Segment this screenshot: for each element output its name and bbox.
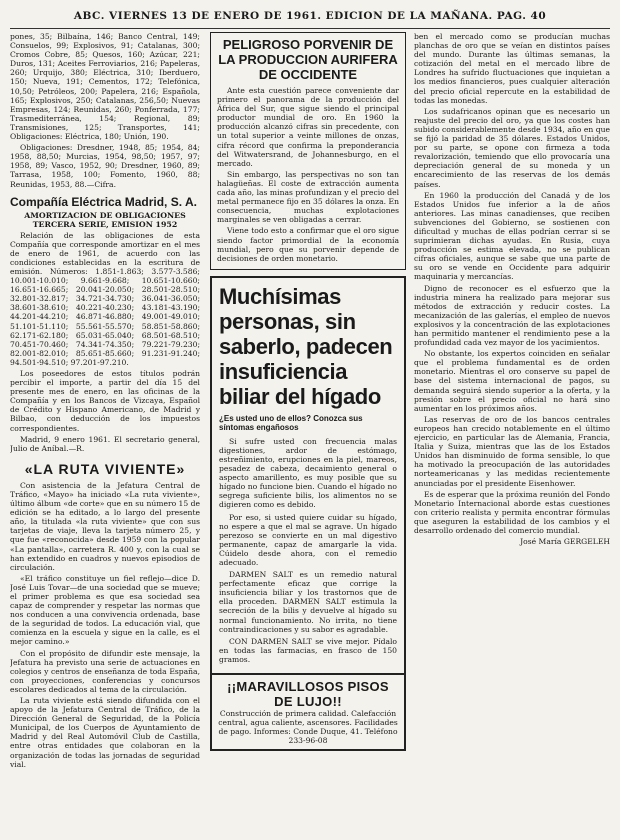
ad-paragraph: Por eso, si usted quiere cuidar su hígado, no espere a que el mal se agrave. Un hígado perezoso se convierte en un mal digestivo permanente, capaz de amargarle la vida. Cúidelo desde ahora, con el remedio adecuado. (219, 512, 397, 567)
gold-article-box (210, 32, 406, 270)
gold-article-paragraph: Viene todo esto a confirmar que el oro sigue siendo factor primordial de la economía mundial, pero que su porvenir depende de decisiones de orden monetario. (217, 226, 399, 263)
ad-paragraph: Si sufre usted con frecuencia malas digestiones, ardor de estómago, estreñimiento, erupciones en la piel, mareos, pesadez de cabeza, decaimiento general o aspecto amarillento, es muy posible que su hígado no funcione bien. Cuando el hígado no segrega suficiente bilis, los alimentos no se digieren como es debido. (219, 436, 397, 510)
gold-article-title: PELIGROSO PORVENIR DE LA PRODUCCION AURIFERA DE OCCIDENTE (218, 37, 398, 82)
amortization-title: AMORTIZACION DE OBLIGACIONES TERCERA SERIE, EMISION 1952 (24, 210, 186, 229)
gold-continuation-paragraph: Las reservas de oro de los bancos centrales europeos han crecido notablemente en el último ejercicio, en particular las de Alemania, Francia, Italia y Suiza, mientras que las de los Estados Unidos han disminuido de forma sensible, lo que ha motivado la preocupación de las autoridades norteamericanas y las medidas recientemente anunciadas por el presidente Eisenhower. (414, 414, 610, 488)
amortization-signature: Madrid, 9 enero 1961. El secretario general, Julio de Aníbal.—R. (10, 434, 200, 453)
gold-continuation-paragraph: En 1960 la producción del Canadá y de los Estados Unidos fue inferior a la de años anteriores. Las minas canadienses, que reciben subvenciones del Gobierno, se sostienen con dificultad y muchas de ellas podrían cerrar si se suprimieran dichas ayudas. En Rusia, cuya producción se estima elevada, no se publican cifras oficiales, aunque se sabe que una parte de su oro se vende en Occidente para adquirir maquinaria y mercancías. (414, 190, 610, 282)
ad-paragraph: DARMEN SALT es un remedio natural perfectamente eficaz que corrige la insuficiencia biliar y los trastornos que de ella proceden. DARMEN SALT estimula la secreción de la bilis y devuelve al hígado su normal funcionamiento. No irrita, no tiene contraindicaciones y su sabor es agradable. (219, 570, 397, 634)
gold-continuation-paragraph: Los sudafricanos opinan que es necesario un reajuste del precio del oro, ya que los costes han subido considerablemente desde 1934, año en que se fijó la paridad de 35 dólares. Estados Unidos, por su parte, se opone con firmeza a toda revalorización, temiendo que ello provocaría una depreciación general de su moneda y un encarecimiento de las reservas de los demás países. (414, 106, 610, 189)
ad-headline: Muchísimas personas, sin saberlo, padecen insuficiencia biliar del hígado (219, 283, 393, 409)
pisos-body: Construcción de primera calidad. Calefacción central, agua caliente, ascensores. Facilidades de pago. Informes: Conde Duque, 41. Teléfono 233-96-08 (218, 709, 398, 746)
author-signature: José María GERGELEH (520, 537, 610, 547)
pisos-headline: ¡¡MARAVILLOSOS PISOS DE LUJO!! (227, 679, 389, 710)
pisos-advertisement (210, 675, 406, 751)
gold-article-paragraph: Ante esta cuestión parece conveniente dar primero el panorama de la producción del África del Sur, que sigue siendo el principal productor mundial de oro. En 1960 la producción alcanzó cifras sin precedente, con un total superior a veinte millones de onzas, cifra récord que confirma la preponderancia del Witwatersrand, de Johannesburgo, en el mercado. (217, 86, 399, 168)
amortization-payment: Los poseedores de estos títulos podrán percibir el importe, a partir del día 15 del presente mes de enero, en las oficinas de la Compañía y en los Bancos de Vizcaya, Español de Crédito y Hispano Americano, de Madrid y Bilbao, con deducción de los impuestos correspondientes. (10, 369, 200, 433)
gold-continuation-paragraph: Es de esperar que la próxima reunión del Fondo Monetario Internacional aborde estas cuestiones con criterio realista y permita encontrar fórmulas que aseguren la estabilidad de los cambios y el desarrollo ordenado del comercio mundial. (414, 489, 610, 535)
amortization-numbers: Relación de las obligaciones de esta Compañía que corresponde amortizar en el mes de enero de 1961, de acuerdo con las condiciones establecidas en la escritura de emisión. Números: 1.851-1.863; 3.577-3.586; 10.001-10.010; 9.661-9.668; 10.651-10.660; 16.651-16.665; 20.041-20.050; 28.501-28.510; 32.801-32.817; 34.721-34.730; 36.041-36.050; 38.601-38.610; 40.221-40.230; 43.181-43.190; 44.201-44.210; 46.871-46.880; 49.001-49.010; 51.101-51.110; 55.561-55.570; 58.851-58.860; 62.171-62.180; 65.031-65.040; 68.501-68.510; 70.451-70.460; 74.341-74.350; 79.221-79.230; 82.001-82.010; 85.651-85.660; 91.231-91.240; 94.501-94.510; 97.201-97.210. (10, 230, 200, 367)
ruta-paragraph: La ruta viviente está siendo difundida con el apoyo de la Jefatura Central de Tráfico, de la Dirección General de Seguridad, de la Policía Municipal, de los Cuerpos de Ayuntamiento de Madrid y del Real Automóvil Club de Castilla, entre otras entidades que colaboran en la organización de todas las jornadas de seguridad vial. (10, 696, 200, 769)
liver-advertisement (210, 276, 406, 675)
gold-article-paragraph: Sin embargo, las perspectivas no son tan halagüeñas. El coste de extracción aumenta cada año, las minas profundizan y el precio del metal permanece fijo en 35 dólares la onza. En consecuencia, muchas explotaciones marginales se ven obligadas a cerrar. (217, 169, 399, 225)
ruta-paragraph: «El tráfico constituye un fiel reflejo—dice D. José Luis Tovar—de una sociedad que se mueve; el primer problema es que esa sociedad sea capaz de comprender y respetar las normas que nos conducen a una convivencia ordenada, base de la seguridad de todos. La educación vial, que comienza en la escuela y sigue en la calle, es el mejor camino.» (10, 573, 200, 647)
column-1 (10, 32, 200, 832)
ruta-viviente-title: «LA RUTA VIVIENTE» (24, 460, 186, 477)
ad-lead: ¿Es usted uno de ellos? Conozca sus síntomas engañosos (219, 413, 363, 433)
gold-continuation-paragraph: ben el mercado como se producían muchas planchas de oro que se veían en distintos países del mundo. Durante las últimas semanas, la cotización del metal en el mercado libre de Londres ha sufrido fluctuaciones que inquietan a los medios financieros, pues cualquier alteración del precio oficial repercute en la estabilidad de todas las monedas. (414, 32, 610, 105)
gold-continuation-paragraph: Digno de reconocer es el esfuerzo que la industria minera ha realizado para mejorar sus métodos de extracción y reducir costes. La mecanización de las galerías, el empleo de nuevos explosivos y la concentración de las explotaciones han permitido mantener el rendimiento pese a la profundidad cada vez mayor de los yacimientos. (414, 283, 610, 348)
ruta-paragraph: Con el propósito de difundir este mensaje, la Jefatura ha previsto una serie de actuaciones en colegios y centros de enseñanza de toda España, con proyecciones, conferencias y concursos escolares dedicados al tema de la circulación. (10, 648, 200, 694)
column-3 (414, 32, 610, 832)
gold-continuation-paragraph: No obstante, los expertos coinciden en señalar que el problema fundamental es de orden monetario. Mientras el oro conserve su papel de base del sistema internacional de pagos, su demanda seguirá siendo superior a la oferta, y la presión sobre el precio oficial no hará sino aumentar en los próximos años. (414, 349, 610, 413)
company-heading: Compañía Eléctrica Madrid, S. A. (10, 194, 197, 209)
ruta-paragraph: Con asistencia de la Jefatura Central de Tráfico, «Mayo» ha iniciado «La ruta viviente», último álbum «de corte» que en su número 15 de edición se ha editado, a lo largo del presente año, la titulada «la ruta viviente» que con sus tarjetas de viaje, lleva la tarjeta número 25, y que fue «reconocida» desde 1959 con la popular «La pantalla», carretera R. 400 y, con la cual se han extendido en cuadros y nuevos episodios de circulación. (10, 480, 200, 572)
stock-list: pones, 35; Bilbaína, 146; Banco Central, 149; Consuelos, 99; Explosivos, 91; Catalanas, 300; Cromos Cobre, 85; Quesos, 160; Azúcar, 221; Duros, 131; Aceites Ferroviarios, 216; Papeleras, 260; Urquijo, 380; Eléctrica, 310; Iberduero, 150; Nueva, 191; Cementos, 172; Telefónica, 10,50; Petróleos, 200; Papelera, 216; Española, 165; Explosivos, 250; Catalanas, 256,50; Nuevas Empresas, 124; Reunidas, 260; Ponferrada, 177; Trasmediterránea, 154; Regional, 89; Transmisiones, 125; Transportes, 141; Obligaciones: Eléctrica, 180; Unión, 190. (10, 32, 200, 142)
stock-list-2: Obligaciones: Dresdner, 1948, 85; 1954, 84; 1958, 88,50; Murcias, 1954, 98,50; 1957, 97; 1958, 89; Vasco, 1952, 90; Dresdner, 1960, 89; Tarrasa, 1958, 100; Fomento, 1960, 88; Reunidas, 1953, 88.—Cifra. (10, 143, 200, 189)
column-2 (210, 32, 406, 832)
page-header: ABC. VIERNES 13 DE ENERO DE 1961. EDICION DE LA MAÑANA. PAG. 40 (10, 10, 610, 29)
ad-paragraph: CON DARMEN SALT se vive mejor. Pídalo en todas las farmacias, en frasco de 150 gramos. (219, 636, 397, 664)
